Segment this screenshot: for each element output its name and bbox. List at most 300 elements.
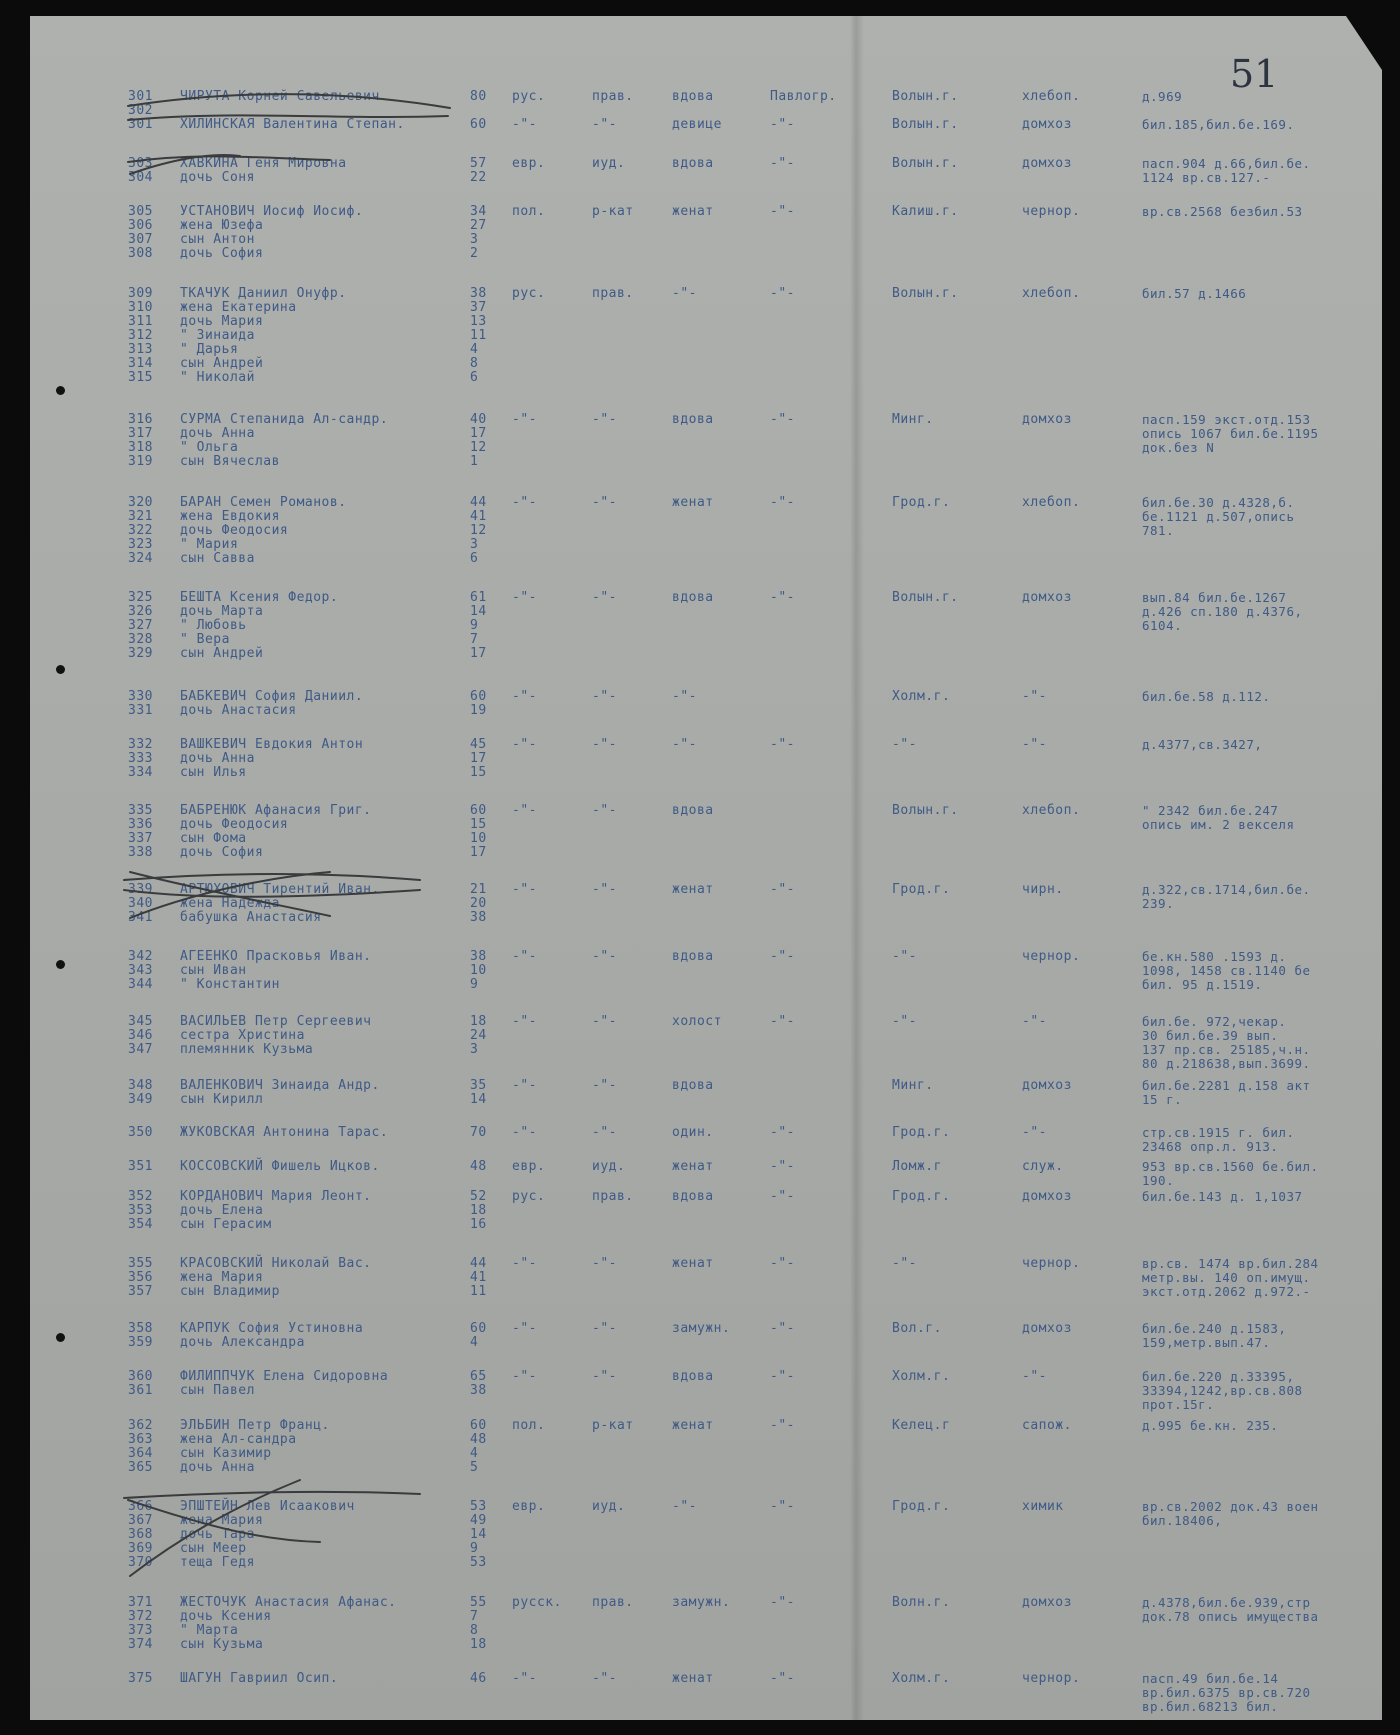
cell-doc: бил.бе.143 д. 1,1037	[1142, 1189, 1303, 1204]
cell-name: сын Герасим	[180, 1217, 272, 1232]
cell-age: 53	[470, 1499, 487, 1514]
cell-from: -"-	[770, 1369, 795, 1384]
cell-name: дочь Александра	[180, 1335, 305, 1350]
cell-doc: вр.св. 1474 вр.бил.284	[1142, 1256, 1319, 1271]
cell-age: 37	[470, 300, 487, 315]
cell-reg: Холм.г.	[892, 689, 951, 704]
cell-from: -"-	[770, 737, 795, 752]
cell-num: 326	[128, 604, 153, 619]
cell-name: ЧИРУТА Корней Савельевич	[180, 89, 380, 104]
cell-from: -"-	[770, 590, 795, 605]
cell-age: 38	[470, 286, 487, 301]
cell-doc: бе.кн.580 .1593 д.	[1142, 949, 1287, 964]
cell-num: 352	[128, 1189, 153, 1204]
cell-doc: д.322,св.1714,бил.бе.	[1142, 882, 1311, 897]
cell-age: 18	[470, 1014, 487, 1029]
cell-doc: д.4378,бил.бе.939,стр	[1142, 1595, 1311, 1610]
cell-name: дочь Мария	[180, 314, 264, 329]
cell-age: 35	[470, 1078, 487, 1093]
cell-age: 7	[470, 632, 479, 647]
cell-age: 18	[470, 1203, 487, 1218]
cell-rel: -"-	[592, 495, 617, 510]
cell-name: ВАСИЛЬЕВ Петр Сергеевич	[180, 1014, 372, 1029]
cell-occ: домхоз	[1022, 1078, 1072, 1093]
cell-reg: Волын.г.	[892, 286, 959, 301]
cell-num: 333	[128, 751, 153, 766]
cell-fam: вдова	[672, 1189, 714, 1204]
cell-doc: 239.	[1142, 896, 1175, 911]
cell-num: 344	[128, 977, 153, 992]
cell-num: 340	[128, 896, 153, 911]
cell-occ: хлебоп.	[1022, 286, 1081, 301]
cell-from: -"-	[770, 1671, 795, 1686]
cell-reg: Грод.г.	[892, 1189, 951, 1204]
cell-age: 8	[470, 1623, 479, 1638]
cell-age: 3	[470, 232, 479, 247]
cell-rel: прав.	[592, 286, 634, 301]
cell-num: 371	[128, 1595, 153, 1610]
cell-num: 311	[128, 314, 153, 329]
cell-occ: хлебоп.	[1022, 803, 1081, 818]
cell-age: 5	[470, 1460, 479, 1475]
cell-occ: домхоз	[1022, 1321, 1072, 1336]
cell-doc: бил. 95 д.1519.	[1142, 977, 1263, 992]
cell-nat: -"-	[512, 1256, 537, 1271]
cell-doc: вып.84 бил.бе.1267	[1142, 590, 1287, 605]
cell-fam: вдова	[672, 412, 714, 427]
cell-age: 48	[470, 1159, 487, 1174]
cell-name: " Дарья	[180, 342, 239, 357]
cell-num: 301	[128, 89, 153, 104]
cell-nat: евр.	[512, 1159, 546, 1174]
cell-doc: бил.18406,	[1142, 1513, 1223, 1528]
cell-num: 342	[128, 949, 153, 964]
cell-age: 8	[470, 356, 479, 371]
cell-age: 7	[470, 1609, 479, 1624]
cell-name: " Константин	[180, 977, 280, 992]
cell-num: 350	[128, 1125, 153, 1140]
cell-num: 341	[128, 910, 153, 925]
cell-age: 38	[470, 910, 487, 925]
cell-num: 313	[128, 342, 153, 357]
cell-doc: 6104.	[1142, 618, 1183, 633]
cell-doc: вр.бил.6375 вр.св.720	[1142, 1685, 1311, 1700]
cell-age: 14	[470, 604, 487, 619]
cell-nat: -"-	[512, 1078, 537, 1093]
cell-doc: бил.57 д.1466	[1142, 286, 1247, 301]
cell-num: 319	[128, 454, 153, 469]
cell-name: жена Мария	[180, 1513, 264, 1528]
cell-num: 373	[128, 1623, 153, 1638]
cell-reg: Волын.г.	[892, 803, 959, 818]
cell-name: " Николай	[180, 370, 255, 385]
cell-age: 17	[470, 751, 487, 766]
cell-rel: -"-	[592, 803, 617, 818]
cell-num: 327	[128, 618, 153, 633]
cell-name: сын Кирилл	[180, 1092, 264, 1107]
cell-age: 41	[470, 509, 487, 524]
cell-nat: пол.	[512, 204, 546, 219]
cell-rel: -"-	[592, 882, 617, 897]
cell-fam: вдова	[672, 89, 714, 104]
cell-nat: -"-	[512, 737, 537, 752]
cell-nat: рус.	[512, 286, 546, 301]
cell-num: 301	[128, 117, 153, 132]
cell-reg: Волын.г.	[892, 117, 959, 132]
cell-doc: 190.	[1142, 1173, 1175, 1188]
cell-name: ЖЕСТОЧУК Анастасия Афанас.	[180, 1595, 397, 1610]
cell-num: 316	[128, 412, 153, 427]
cell-fam: -"-	[672, 689, 697, 704]
cell-rel: иуд.	[592, 156, 626, 171]
cell-doc: 30 бил.бе.39 вып.	[1142, 1028, 1279, 1043]
cell-name: племянник Кузьма	[180, 1042, 314, 1057]
cell-fam: вдова	[672, 156, 714, 171]
cell-name: дочь София	[180, 845, 264, 860]
punch-hole	[56, 960, 65, 969]
cell-age: 27	[470, 218, 487, 233]
cell-from: -"-	[770, 1189, 795, 1204]
cell-fam: женат	[672, 204, 714, 219]
cell-name: ЭПШТЕЙН Лев Исаакович	[180, 1499, 355, 1514]
cell-num: 314	[128, 356, 153, 371]
cell-age: 4	[470, 1446, 479, 1461]
cell-from: -"-	[770, 156, 795, 171]
cell-num: 343	[128, 963, 153, 978]
cell-doc: вр.св.2002 док.43 воен	[1142, 1499, 1319, 1514]
cell-nat: рус.	[512, 1189, 546, 1204]
cell-name: жена Юзефа	[180, 218, 264, 233]
cell-rel: прав.	[592, 1595, 634, 1610]
cell-rel: прав.	[592, 1189, 634, 1204]
cell-fam: женат	[672, 1159, 714, 1174]
cell-rel: -"-	[592, 590, 617, 605]
cell-num: 365	[128, 1460, 153, 1475]
cell-name: бабушка Анастасия	[180, 910, 322, 925]
cell-name: дочь Анна	[180, 1460, 255, 1475]
cell-age: 19	[470, 703, 487, 718]
punch-hole	[56, 665, 65, 674]
cell-reg: Грод.г.	[892, 495, 951, 510]
cell-age: 20	[470, 896, 487, 911]
cell-from: -"-	[770, 1125, 795, 1140]
cell-fam: -"-	[672, 286, 697, 301]
cell-occ: хлебоп.	[1022, 495, 1081, 510]
cell-num: 367	[128, 1513, 153, 1528]
cell-num: 339	[128, 882, 153, 897]
cell-name: жена Ал-сандра	[180, 1432, 297, 1447]
cell-num: 336	[128, 817, 153, 832]
cell-name: КАРПУК София Устиновна	[180, 1321, 364, 1336]
cell-fam: замужн.	[672, 1595, 731, 1610]
cell-name: сестра Христина	[180, 1028, 305, 1043]
cell-name: дочь Соня	[180, 170, 255, 185]
cell-age: 38	[470, 1383, 487, 1398]
cell-name: КОРДАНОВИЧ Мария Леонт.	[180, 1189, 372, 1204]
cell-age: 41	[470, 1270, 487, 1285]
cell-name: " Ольга	[180, 440, 239, 455]
cell-doc: 23468 опр.л. 913.	[1142, 1139, 1279, 1154]
cell-age: 49	[470, 1513, 487, 1528]
cell-fam: вдова	[672, 590, 714, 605]
cell-occ: домхоз	[1022, 117, 1072, 132]
cell-name: сын Меер	[180, 1541, 247, 1556]
cell-age: 10	[470, 963, 487, 978]
cell-age: 17	[470, 646, 487, 661]
cell-name: АГЕЕНКО Прасковья Иван.	[180, 949, 372, 964]
cell-name: жена Мария	[180, 1270, 264, 1285]
cell-age: 4	[470, 1335, 479, 1350]
cell-name: СУРМА Степанида Ал-сандр.	[180, 412, 389, 427]
cell-occ: -"-	[1022, 689, 1047, 704]
cell-num: 318	[128, 440, 153, 455]
cell-rel: -"-	[592, 737, 617, 752]
cell-num: 346	[128, 1028, 153, 1043]
cell-num: 305	[128, 204, 153, 219]
cell-name: " Вера	[180, 632, 230, 647]
cell-from: -"-	[770, 1499, 795, 1514]
cell-reg: Калиш.г.	[892, 204, 959, 219]
cell-doc: метр.вы. 140 оп.имущ.	[1142, 1270, 1311, 1285]
cell-age: 21	[470, 882, 487, 897]
cell-doc: стр.св.1915 г. бил.	[1142, 1125, 1295, 1140]
cell-age: 60	[470, 689, 487, 704]
cell-doc: пасп.159 экст.отд.153	[1142, 412, 1311, 427]
cell-from: -"-	[770, 1595, 795, 1610]
cell-doc: опись 1067 бил.бе.1195	[1142, 426, 1319, 441]
cell-num: 370	[128, 1555, 153, 1570]
cell-doc: д.969	[1142, 89, 1183, 104]
cell-reg: -"-	[892, 737, 917, 752]
cell-occ: -"-	[1022, 1014, 1047, 1029]
cell-fam: вдова	[672, 949, 714, 964]
cell-num: 364	[128, 1446, 153, 1461]
cell-age: 9	[470, 618, 479, 633]
cell-name: сын Андрей	[180, 356, 264, 371]
cell-rel: иуд.	[592, 1159, 626, 1174]
cell-name: КРАСОВСКИЙ Николай Вас.	[180, 1256, 372, 1271]
cell-name: сын Антон	[180, 232, 255, 247]
cell-num: 359	[128, 1335, 153, 1350]
cell-age: 17	[470, 845, 487, 860]
cell-fam: женат	[672, 495, 714, 510]
cell-num: 310	[128, 300, 153, 315]
cell-age: 44	[470, 1256, 487, 1271]
cell-name: БЕШТА Ксения Федор.	[180, 590, 339, 605]
cell-doc: бил.бе.220 д.33395,	[1142, 1369, 1295, 1384]
cell-age: 13	[470, 314, 487, 329]
cell-fam: замужн.	[672, 1321, 731, 1336]
cell-num: 368	[128, 1527, 153, 1542]
cell-name: " Марта	[180, 1623, 239, 1638]
cell-name: " Любовь	[180, 618, 247, 633]
cell-name: ВАЛЕНКОВИЧ Зинаида Андр.	[180, 1078, 380, 1093]
cell-fam: один.	[672, 1125, 714, 1140]
cell-name: жена Евдокия	[180, 509, 280, 524]
cell-num: 348	[128, 1078, 153, 1093]
cell-from: -"-	[770, 882, 795, 897]
cell-occ: -"-	[1022, 1125, 1047, 1140]
cell-reg: Грод.г.	[892, 882, 951, 897]
cell-age: 2	[470, 246, 479, 261]
cell-doc: прот.15г.	[1142, 1397, 1215, 1412]
cell-name: " Зинаида	[180, 328, 255, 343]
cell-nat: -"-	[512, 1014, 537, 1029]
cell-num: 312	[128, 328, 153, 343]
cell-occ: чернор.	[1022, 204, 1081, 219]
cell-nat: рус.	[512, 89, 546, 104]
cell-age: 40	[470, 412, 487, 427]
cell-name: БАБКЕВИЧ София Даниил.	[180, 689, 364, 704]
cell-nat: -"-	[512, 495, 537, 510]
cell-name: дочь София	[180, 246, 264, 261]
cell-rel: -"-	[592, 1256, 617, 1271]
cell-doc: д.4377,св.3427,	[1142, 737, 1263, 752]
cell-num: 355	[128, 1256, 153, 1271]
cell-doc: вр.св.2568 безбил.53	[1142, 204, 1303, 219]
cell-num: 354	[128, 1217, 153, 1232]
cell-age: 24	[470, 1028, 487, 1043]
cell-reg: Грод.г.	[892, 1499, 951, 1514]
cell-doc: д.426 сп.180 д.4376,	[1142, 604, 1303, 619]
cell-age: 53	[470, 1555, 487, 1570]
cell-nat: -"-	[512, 412, 537, 427]
cell-doc: пасп.904 д.66,бил.бе.	[1142, 156, 1311, 171]
cell-doc: 953 вр.св.1560 бе.бил.	[1142, 1159, 1319, 1174]
cell-name: ХАВКИНА Геня Мировна	[180, 156, 347, 171]
cell-age: 6	[470, 370, 479, 385]
cell-fam: женат	[672, 1671, 714, 1686]
cell-num: 322	[128, 523, 153, 538]
cell-name: ТКАЧУК Даниил Онуфр.	[180, 286, 347, 301]
cell-name: ЖУКОВСКАЯ Антонина Тарас.	[180, 1125, 389, 1140]
cell-name: сын Илья	[180, 765, 247, 780]
cell-doc: 159,метр.вып.47.	[1142, 1335, 1271, 1350]
cell-age: 60	[470, 1321, 487, 1336]
cell-age: 14	[470, 1527, 487, 1542]
cell-name: АРТЮХОВИЧ Тирентий Иван.	[180, 882, 380, 897]
cell-occ: химик	[1022, 1499, 1064, 1514]
cell-occ: сапож.	[1022, 1418, 1072, 1433]
cell-occ: домхоз	[1022, 590, 1072, 605]
cell-num: 363	[128, 1432, 153, 1447]
cell-num: 349	[128, 1092, 153, 1107]
cell-age: 4	[470, 342, 479, 357]
cell-name: ФИЛИППЧУК Елена Сидоровна	[180, 1369, 389, 1384]
cell-age: 9	[470, 977, 479, 992]
cell-rel: -"-	[592, 1014, 617, 1029]
cell-reg: Грод.г.	[892, 1125, 951, 1140]
cell-reg: Волн.г.	[892, 1595, 951, 1610]
cell-num: 375	[128, 1671, 153, 1686]
cell-rel: иуд.	[592, 1499, 626, 1514]
cell-num: 357	[128, 1284, 153, 1299]
cell-from: -"-	[770, 949, 795, 964]
cell-age: 22	[470, 170, 487, 185]
cell-name: сын Андрей	[180, 646, 264, 661]
cell-reg: Вол.г.	[892, 1321, 942, 1336]
cell-num: 351	[128, 1159, 153, 1174]
cell-occ: чернор.	[1022, 949, 1081, 964]
cell-nat: -"-	[512, 689, 537, 704]
cell-name: дочь Марта	[180, 604, 264, 619]
cell-reg: Холм.г.	[892, 1671, 951, 1686]
cell-doc: опись им. 2 векселя	[1142, 817, 1295, 832]
cell-from: -"-	[770, 204, 795, 219]
cell-nat: -"-	[512, 803, 537, 818]
cell-name: дочь Феодосия	[180, 817, 289, 832]
cell-name: ХИЛИНСКАЯ Валентина Степан.	[180, 117, 405, 132]
cell-name: теща Гедя	[180, 1555, 255, 1570]
cell-doc: док.78 опись имущества	[1142, 1609, 1319, 1624]
cell-age: 38	[470, 949, 487, 964]
cell-occ: чирн.	[1022, 882, 1064, 897]
cell-name: дочь Феодосия	[180, 523, 289, 538]
cell-from: -"-	[770, 1159, 795, 1174]
cell-fam: -"-	[672, 737, 697, 752]
cell-num: 334	[128, 765, 153, 780]
cell-occ: домхоз	[1022, 156, 1072, 171]
cell-from: Павлогр.	[770, 89, 837, 104]
cell-rel: -"-	[592, 117, 617, 132]
cell-rel: -"-	[592, 1125, 617, 1140]
cell-nat: -"-	[512, 1369, 537, 1384]
cell-num: 366	[128, 1499, 153, 1514]
cell-occ: домхоз	[1022, 412, 1072, 427]
cell-age: 10	[470, 831, 487, 846]
cell-num: 369	[128, 1541, 153, 1556]
cell-age: 34	[470, 204, 487, 219]
cell-occ: домхоз	[1022, 1189, 1072, 1204]
cell-name: жена Екатерина	[180, 300, 297, 315]
cell-fam: женат	[672, 882, 714, 897]
cell-fam: женат	[672, 1418, 714, 1433]
cell-age: 16	[470, 1217, 487, 1232]
cell-age: 15	[470, 765, 487, 780]
cell-rel: -"-	[592, 1078, 617, 1093]
cell-doc: бил.бе.58 д.112.	[1142, 689, 1271, 704]
cell-occ: служ.	[1022, 1159, 1064, 1174]
cell-num: 328	[128, 632, 153, 647]
cell-name: дочь Анастасия	[180, 703, 297, 718]
cell-doc: 1098, 1458 св.1140 бе	[1142, 963, 1311, 978]
cell-name: сын Кузьма	[180, 1637, 264, 1652]
cell-doc: 137 пр.св. 25185,ч.н.	[1142, 1042, 1311, 1057]
cell-doc: " 2342 бил.бе.247	[1142, 803, 1279, 818]
cell-num: 332	[128, 737, 153, 752]
cell-doc: бил.бе. 972,чекар.	[1142, 1014, 1287, 1029]
cell-num: 360	[128, 1369, 153, 1384]
cell-doc: вр.бил.68213 бил.	[1142, 1699, 1279, 1714]
cell-age: 3	[470, 537, 479, 552]
cell-num: 306	[128, 218, 153, 233]
cell-age: 11	[470, 1284, 487, 1299]
cell-age: 9	[470, 1541, 479, 1556]
cell-from: -"-	[770, 1014, 795, 1029]
cell-rel: -"-	[592, 1321, 617, 1336]
cell-from: -"-	[770, 1256, 795, 1271]
cell-reg: Минг.	[892, 1078, 934, 1093]
cell-num: 338	[128, 845, 153, 860]
cell-num: 372	[128, 1609, 153, 1624]
cell-doc: д.995 бе.кн. 235.	[1142, 1418, 1279, 1433]
cell-name: сын Вячеслав	[180, 454, 280, 469]
cell-doc: экст.отд.2062 д.972.-	[1142, 1284, 1311, 1299]
cell-doc: 80 д.218638,вып.3699.	[1142, 1056, 1311, 1071]
cell-age: 46	[470, 1671, 487, 1686]
cell-num: 374	[128, 1637, 153, 1652]
cell-doc: 1124 вр.св.127.-	[1142, 170, 1271, 185]
